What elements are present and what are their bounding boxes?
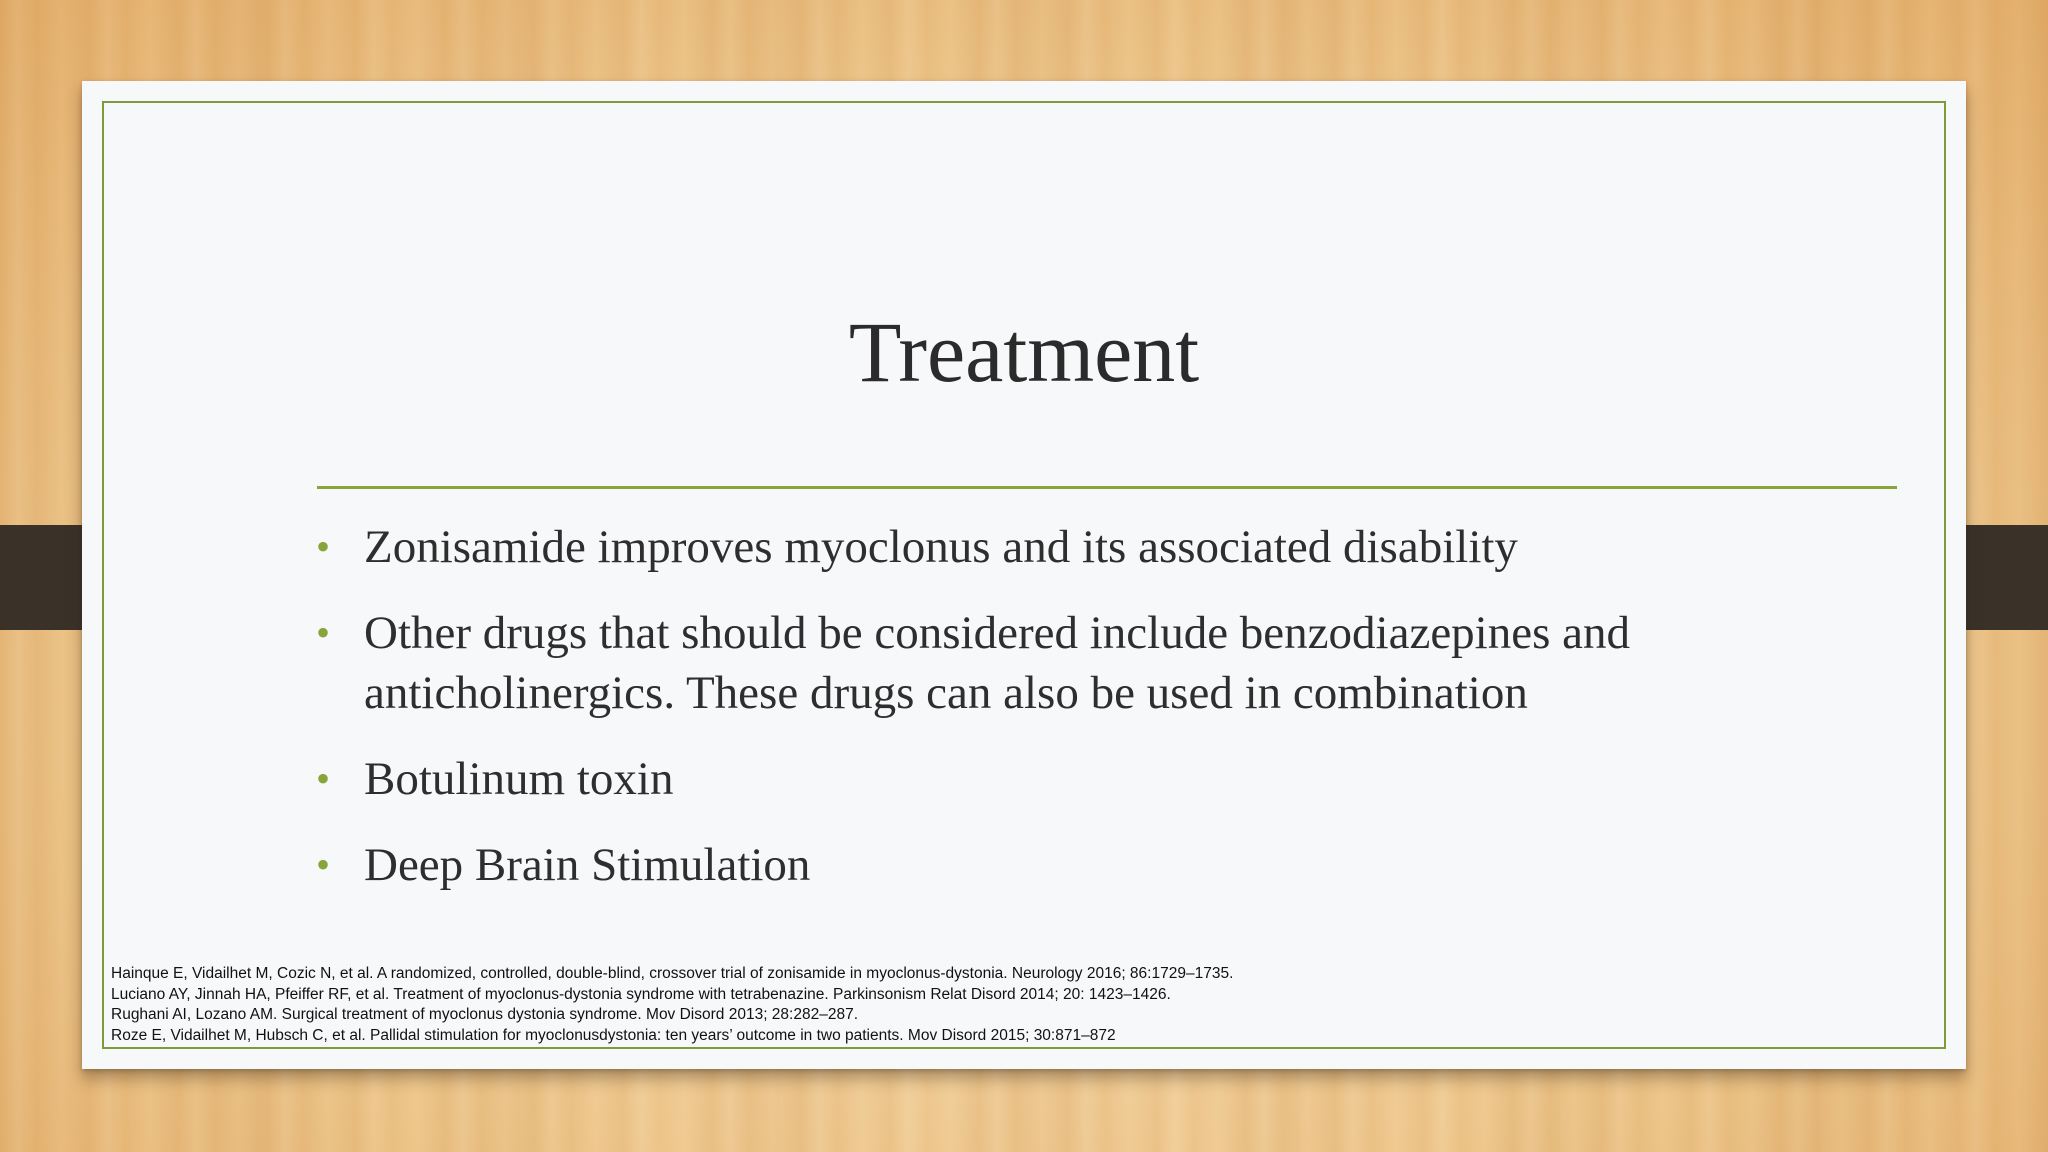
references xyxy=(111,964,1233,1046)
bullet-text: Other drugs that should be considered include benzodiazepines and anticholinergics. These drugs can also be used in combination xyxy=(364,607,1630,719)
bullet-dot-icon: • xyxy=(316,610,331,655)
bullet-item xyxy=(316,603,1786,723)
bullet-list xyxy=(316,517,1786,921)
bullet-text: Botulinum toxin xyxy=(364,753,674,805)
reference-line: Roze E, Vidailhet M, Hubsch C, et al. Pallidal stimulation for myoclonusdystonia: ten years’ outcome in two patients. Mov Disord 2015; 30:871–872 xyxy=(111,1026,1116,1044)
bullet-item xyxy=(316,517,1786,577)
bullet-dot-icon: • xyxy=(316,524,331,569)
bullet-text: Deep Brain Stimulation xyxy=(364,839,811,891)
slide xyxy=(82,81,1966,1069)
bullet-dot-icon: • xyxy=(316,842,331,887)
reference-line: Luciano AY, Jinnah HA, Pfeiffer RF, et al. Treatment of myoclonus-dystonia syndrome with tetrabenazine. Parkinsonism Relat Disord 2014; 20: 1423–1426. xyxy=(111,985,1171,1003)
bullet-item xyxy=(316,835,1786,895)
bullet-text: Zonisamide improves myoclonus and its associated disability xyxy=(364,521,1518,573)
title-divider xyxy=(317,486,1897,489)
bullet-dot-icon: • xyxy=(316,756,331,801)
reference-line: Rughani AI, Lozano AM. Surgical treatment of myoclonus dystonia syndrome. Mov Disord 2013; 28:282–287. xyxy=(111,1006,859,1023)
bullet-item xyxy=(316,749,1786,809)
slide-title: Treatment xyxy=(848,304,1200,400)
reference-line: Hainque E, Vidailhet M, Cozic N, et al. A randomized, controlled, double-blind, crossover trial of zonisamide in myoclonus-dystonia. Neurology 2016; 86:1729–1735. xyxy=(111,965,1234,982)
